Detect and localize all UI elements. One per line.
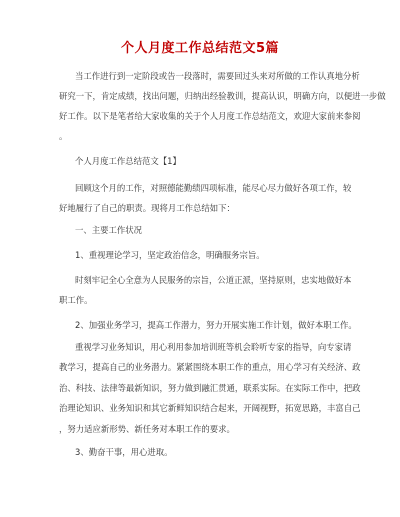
opening-line-1: 回顾这个月的工作，对照德能勤绩四项标准，能尽心尽力做好各项工作，较 [75,183,352,193]
intro-line-4: 。 [59,131,68,141]
main-heading: 一、主要工作状况 [75,225,142,235]
section-heading: 个人月度工作总结范文【1】 [75,156,181,166]
opening-line-2: 好地履行了自己的职责。现将月工作总结如下： [59,203,235,213]
item1-line-1: 时刻牢记全心全意为人民服务的宗旨，公道正派，坚持原则，忠实地做好本 [75,275,352,285]
intro-line-2: 研究一下，肯定成绩，找出问题，归纳出经验教训，提高认识，明确方向，以便进一步做 [59,91,386,101]
document-title: 个人月度工作总结范文5篇 [120,41,280,56]
intro-line-3: 好工作。以下是笔者给大家收集的关于个人月度工作总结范文，欢迎大家前来参阅 [59,111,361,121]
intro-line-1: 当工作进行到一定阶段或告一段落时，需要回过头来对所做的工作认真地分析 [75,71,360,81]
item3-heading: 3、勤奋干事，用心进取。 [75,447,173,457]
item2-line-3: 治、科技、法律等最新知识，努力做到融汇贯通，联系实际。在实际工作中，把政 [59,383,361,393]
item1-heading: 1、重视理论学习，坚定政治信念，明确服务宗旨。 [75,250,265,260]
item2-line-5: ，努力适应新形势、新任务对本职工作的要求。 [59,424,235,434]
item2-line-2: 教学习，提高自己的业务潜力。紧紧围绕本职工作的重点，用心学习有关经济、政 [59,362,361,372]
item2-line-4: 治理论知识、业务知识和其它新鲜知识结合起来，开阔视野，拓宽思路，丰富自己 [59,403,361,413]
item2-line-1: 重视学习业务知识，用心利用参加培训班等机会聆听专家的指导，向专家请 [75,342,352,352]
item2-heading: 2、加强业务学习，提高工作潜力，努力开展实施工作计划，做好本职工作。 [75,320,357,330]
item1-line-2: 职工作。 [59,295,93,305]
